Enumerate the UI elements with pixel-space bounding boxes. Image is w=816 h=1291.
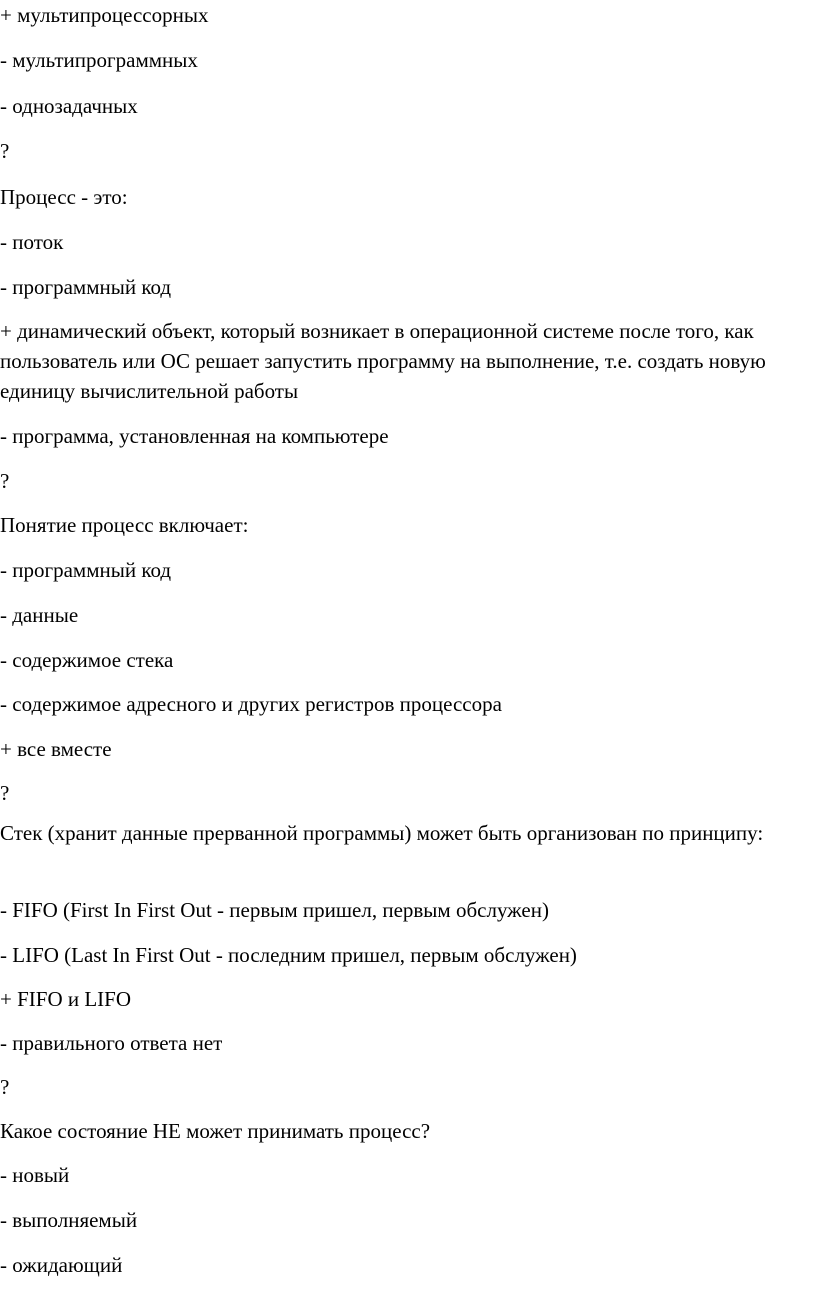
answer-option-lifo: - LIFO (Last In First Out - последним пришел, первым обслужен)	[0, 943, 577, 967]
question-process: Процесс - это:	[0, 185, 128, 209]
answer-option-registers: - содержимое адресного и других регистров процессора	[0, 692, 502, 716]
answer-option-program-code: - программный код	[0, 558, 172, 582]
question-marker: ?	[0, 469, 10, 493]
question-marker: ?	[0, 781, 10, 805]
answer-option-program-code: - программный код	[0, 275, 172, 299]
question-stack: Стек (хранит данные прерванной программы) может быть организован по принципу:	[0, 821, 764, 845]
answer-option-new: - новый	[0, 1163, 70, 1187]
answer-option-dynamic-object: + динамический объект, который возникает в операционной системе после того, как пользователь или ОС решает запустить программу на выполнение, т.е. создать новую единицу вычислительной работы	[0, 319, 766, 403]
answer-option-no-correct: - правильного ответа нет	[0, 1031, 223, 1055]
answer-option-fifo-and-lifo: + FIFO и LIFO	[0, 987, 132, 1011]
answer-option-stack-contents: - содержимое стека	[0, 648, 174, 672]
answer-option-singletask: - однозадачных	[0, 94, 138, 118]
answer-option-waiting: - ожидающий	[0, 1253, 123, 1277]
answer-option-data: - данные	[0, 603, 79, 627]
answer-option-multiprocessor: + мультипроцессорных	[0, 3, 209, 27]
answer-option-multiprogram: - мультипрограммных	[0, 48, 198, 72]
answer-option-running: - выполняемый	[0, 1208, 138, 1232]
question-process-includes: Понятие процесс включает:	[0, 513, 249, 537]
answer-option-fifo: - FIFO (First In First Out - первым пришел, первым обслужен)	[0, 898, 549, 922]
answer-option-thread: - поток	[0, 230, 64, 254]
question-process-state: Какое состояние НЕ может принимать процесс?	[0, 1119, 431, 1143]
answer-option-all-together: + все вместе	[0, 737, 112, 761]
question-marker: ?	[0, 139, 10, 163]
question-marker: ?	[0, 1075, 10, 1099]
answer-option-installed-program: - программа, установленная на компьютере	[0, 424, 389, 448]
